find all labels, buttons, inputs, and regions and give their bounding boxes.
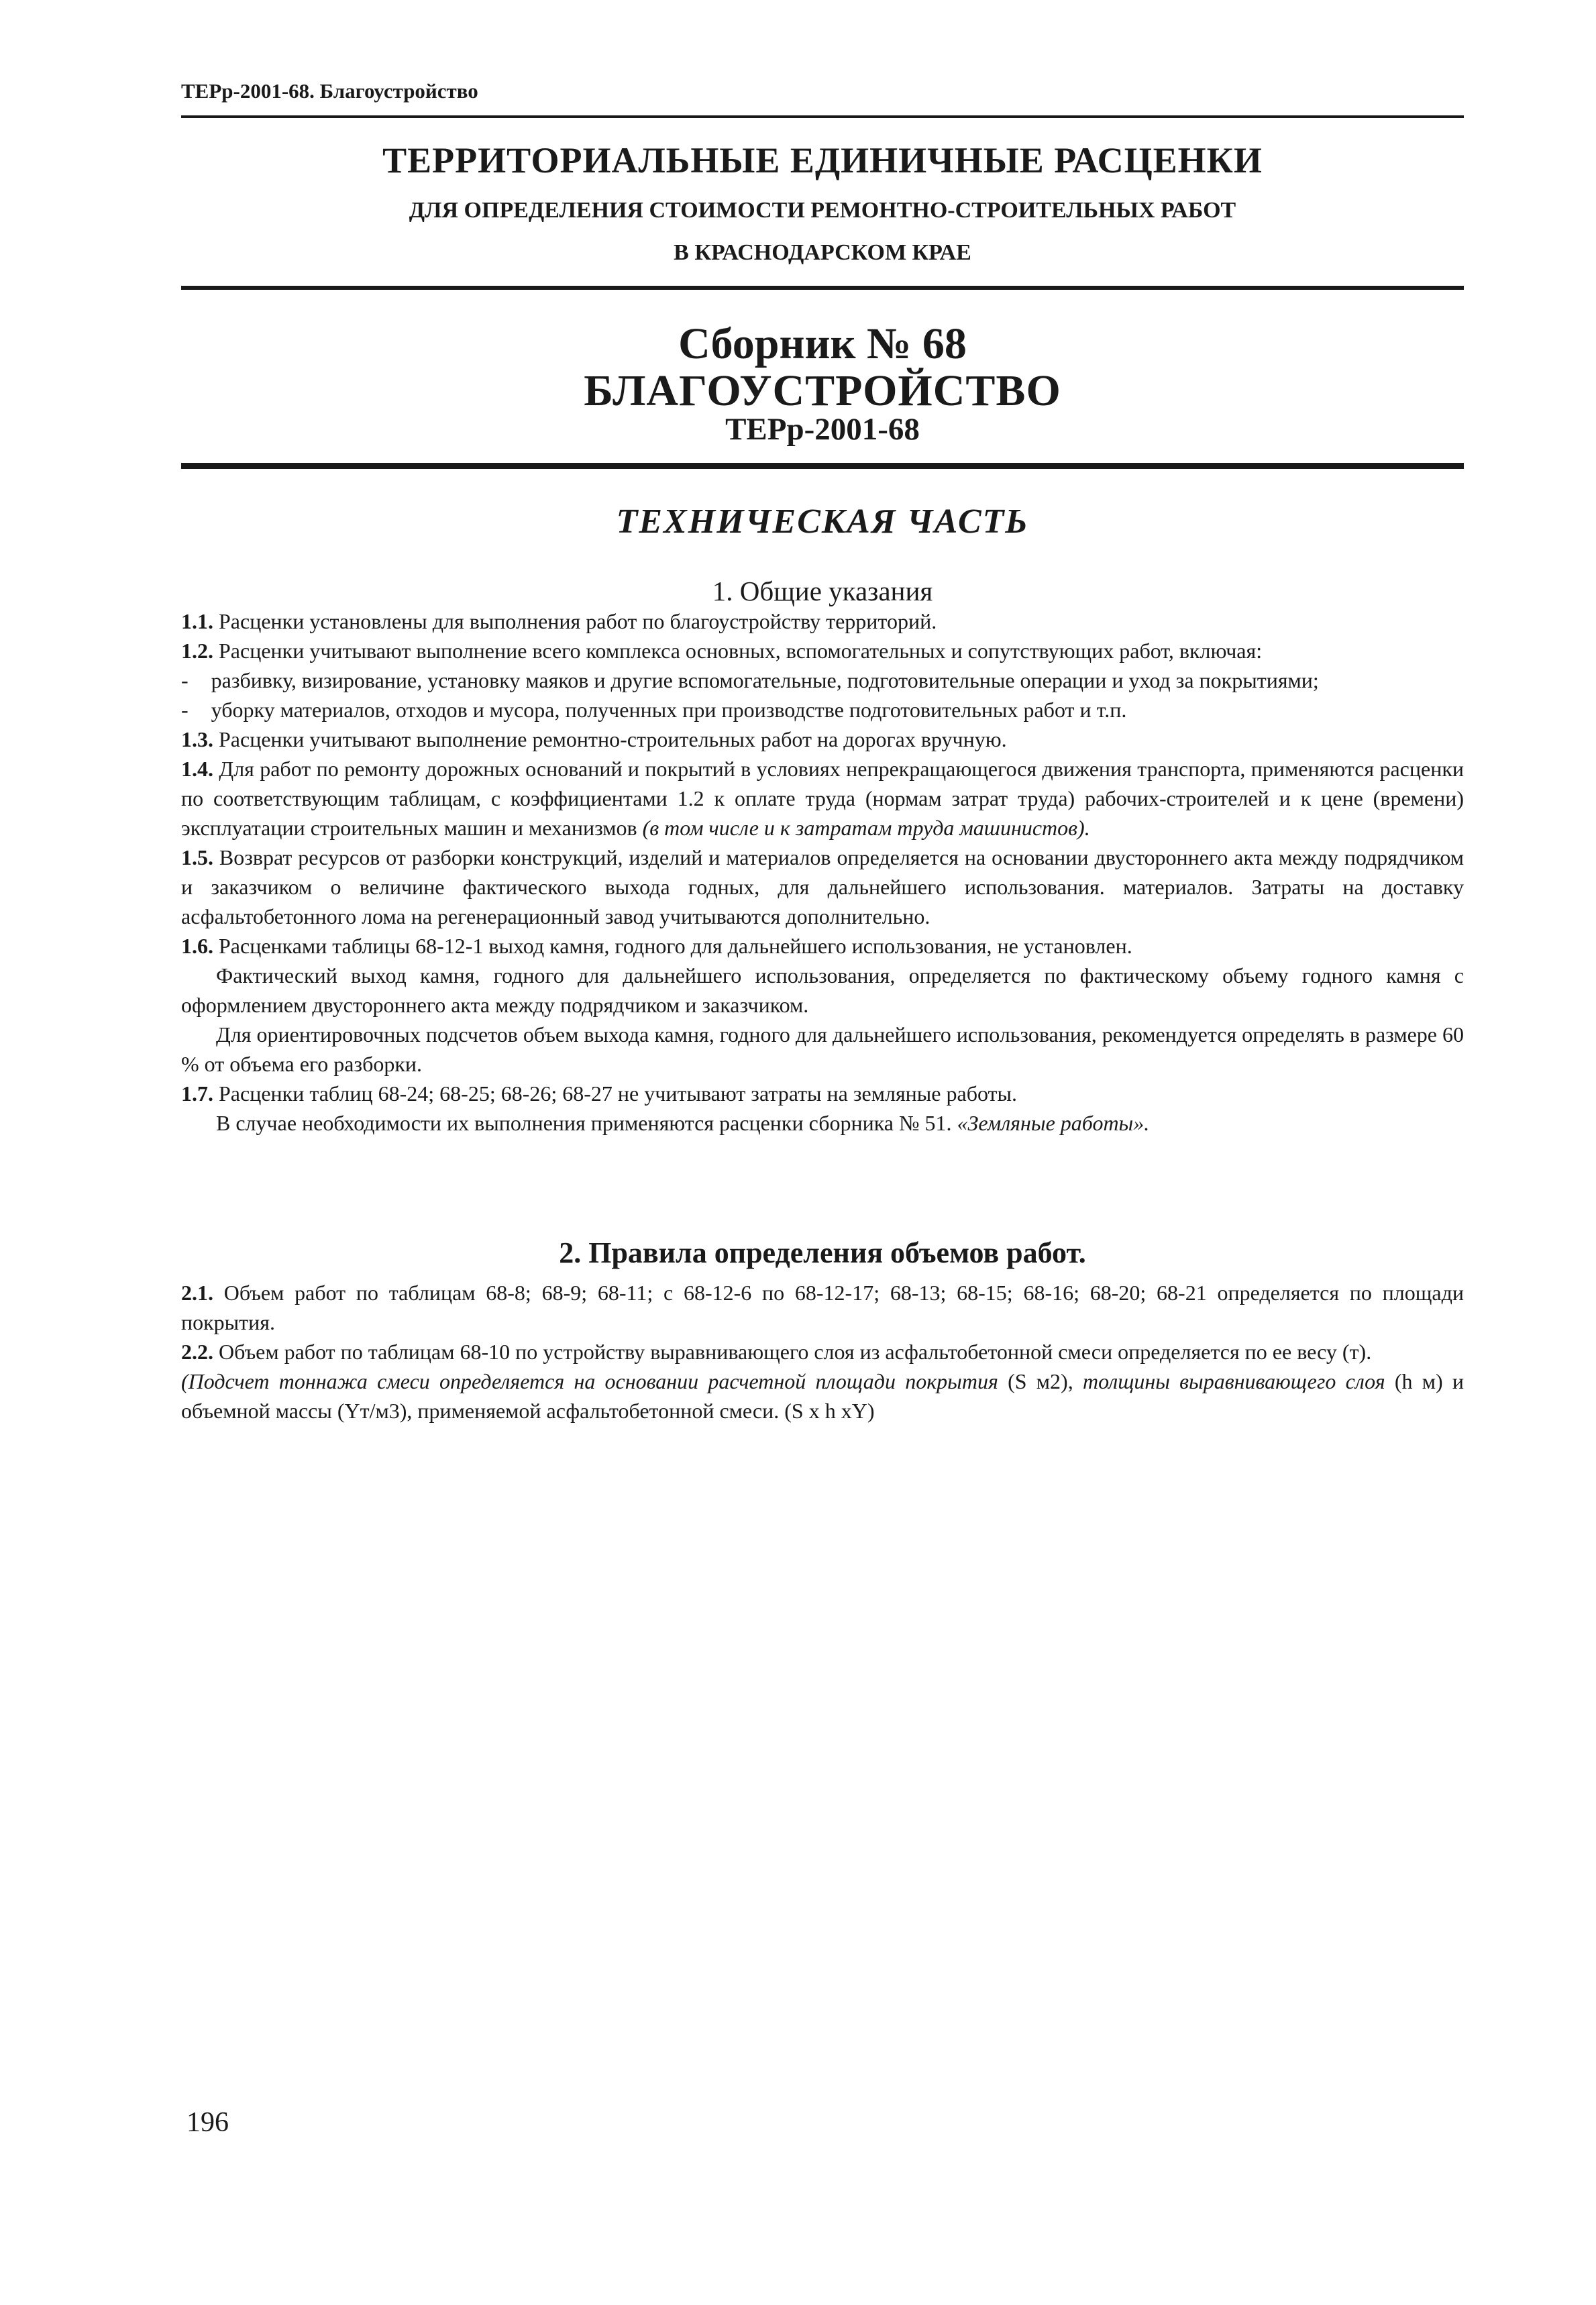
clause-text: Расценки таблиц 68-24; 68-25; 68-26; 68-27 не учитывают затраты на земляные работы. [219, 1081, 1018, 1106]
clause-1-4 [181, 754, 1464, 843]
list-item-text: уборку материалов, отходов и мусора, полученных при производстве подготовительных работ и т.п. [211, 698, 1127, 722]
clause-number: 2.2. [181, 1340, 213, 1364]
section-2-body [181, 1278, 1464, 1426]
collection-rule [181, 463, 1464, 469]
clause-1-5 [181, 843, 1464, 931]
section-1-body [181, 606, 1464, 1138]
collection-code: ТЕРр-2001-68 [725, 412, 920, 447]
page-number: 196 [187, 2107, 229, 2138]
list-item-text: разбивку, визирование, установку маяков и другие вспомогательные, подготовительные операции и уход за покрытиями; [211, 668, 1319, 692]
clause-number: 1.7. [181, 1081, 213, 1106]
section-2-heading: 2. Правила определения объемов работ. [559, 1236, 1086, 1269]
clause-text: Расценками таблицы 68-12-1 выход камня, годного для дальнейшего использования, не установлен. [219, 934, 1132, 958]
clause-1-1 [181, 606, 1464, 636]
main-title: ТЕРРИТОРИАЛЬНЫЕ ЕДИНИЧНЫЕ РАСЦЕНКИ [382, 140, 1263, 180]
clause-2-2 [181, 1337, 1464, 1366]
note-text: (S м2), [1008, 1369, 1073, 1393]
clause-number: 1.6. [181, 934, 213, 958]
clause-1-7 [181, 1079, 1464, 1108]
subtitle-line-1: ДЛЯ ОПРЕДЕЛЕНИЯ СТОИМОСТИ РЕМОНТНО-СТРОИТЕЛЬНЫХ РАБОТ [409, 198, 1236, 223]
clause-text: В случае необходимости их выполнения применяются расценки сборника № 51. [216, 1111, 952, 1135]
clause-number: 1.4. [181, 757, 213, 781]
clause-1-6-para-3: Для ориентировочных подсчетов объем выхода камня, годного для дальнейшего использования, рекомендуется определять в размере 60 % от объема его разборки. [181, 1022, 1464, 1076]
clause-text: Расценки установлены для выполнения работ по благоустройству территорий. [219, 609, 937, 633]
clause-2-1 [181, 1278, 1464, 1337]
list-item-2: - уборку материалов, отходов и мусора, полученных при производстве подготовительных работ и т.п. [181, 698, 1127, 722]
clause-number: 1.2. [181, 639, 213, 663]
clause-1-6 [181, 931, 1464, 961]
clause-italic-note: (в том числе и к затратам труда машинистов). [642, 816, 1090, 840]
technical-part-title: ТЕХНИЧЕСКАЯ ЧАСТЬ [616, 502, 1029, 541]
running-header: ТЕРр-2001-68. Благоустройство [181, 79, 478, 103]
clause-text: Возврат ресурсов от разборки конструкций, изделий и материалов определяется на основании двустороннего акта между подрядчиком и заказчиком о величине фактического выхода годных, для дальнейшего использования. материалов. Затраты на доставку асфальтобетонного лома на регенерационный завод учитываются дополнительно. [181, 845, 1465, 928]
clause-italic-note: «Земляные работы». [957, 1111, 1150, 1135]
list-item-1: - разбивку, визирование, установку маяков и другие вспомогательные, подготовительные операции и уход за покрытиями; [181, 668, 1319, 692]
note-italic: толщины выравнивающего слоя [1082, 1369, 1385, 1393]
clause-number: 2.1. [181, 1281, 213, 1305]
clause-number: 1.3. [181, 727, 213, 751]
clause-text: Для работ по ремонту дорожных оснований и покрытий в условиях непрекращающегося движения транспорта, применяются расценки по соответствующим таблицам, с коэффициентами 1.2 к оплате труда (нормам затрат труда) рабочих-строителей и к цене (времени) эксплуатации строительных машин и механизмов [181, 757, 1465, 840]
clause-1-3 [181, 725, 1464, 754]
collection-number: Сборник № 68 [678, 319, 967, 368]
clause-text: Расценки учитывают выполнение ремонтно-строительных работ на дорогах вручную. [219, 727, 1007, 751]
clause-number: 1.5. [181, 845, 213, 869]
note-text: (h м) и объемной массы (Yт/м3), применяемой асфальтобетонной смеси. (S x h xY) [181, 1369, 1465, 1423]
clause-text: Объем работ по таблицам 68-10 по устройству выравнивающего слоя из асфальтобетонной смеси определяется по ее весу (т). [219, 1340, 1372, 1364]
section-1-heading: 1. Общие указания [712, 576, 933, 606]
note-italic: (Подсчет тоннажа смеси определяется на основании расчетной площади покрытия [181, 1369, 998, 1393]
clause-2-2-note [181, 1366, 1464, 1426]
collection-name: БЛАГОУСТРОЙСТВО [584, 366, 1061, 415]
subtitle-line-2: В КРАСНОДАРСКОМ КРАЕ [674, 240, 971, 265]
clause-text: Расценки учитывают выполнение всего комплекса основных, вспомогательных и сопутствующих работ, включая: [219, 639, 1263, 663]
header-rule [181, 115, 1464, 118]
clause-1-7-para-2 [181, 1108, 1464, 1138]
clause-1-6-para-2: Фактический выход камня, годного для дальнейшего использования, определяется по фактическому объему годного камня с оформлением двустороннего акта между подрядчиком и заказчиком. [181, 963, 1464, 1017]
clause-number: 1.1. [181, 609, 213, 633]
clause-1-2 [181, 636, 1464, 665]
clause-text: Объем работ по таблицам 68-8; 68-9; 68-11; с 68-12-6 по 68-12-17; 68-13; 68-15; 68-16; 68-20; 68-21 определяется по площади покрытия. [181, 1281, 1465, 1334]
title-rule [181, 286, 1464, 290]
